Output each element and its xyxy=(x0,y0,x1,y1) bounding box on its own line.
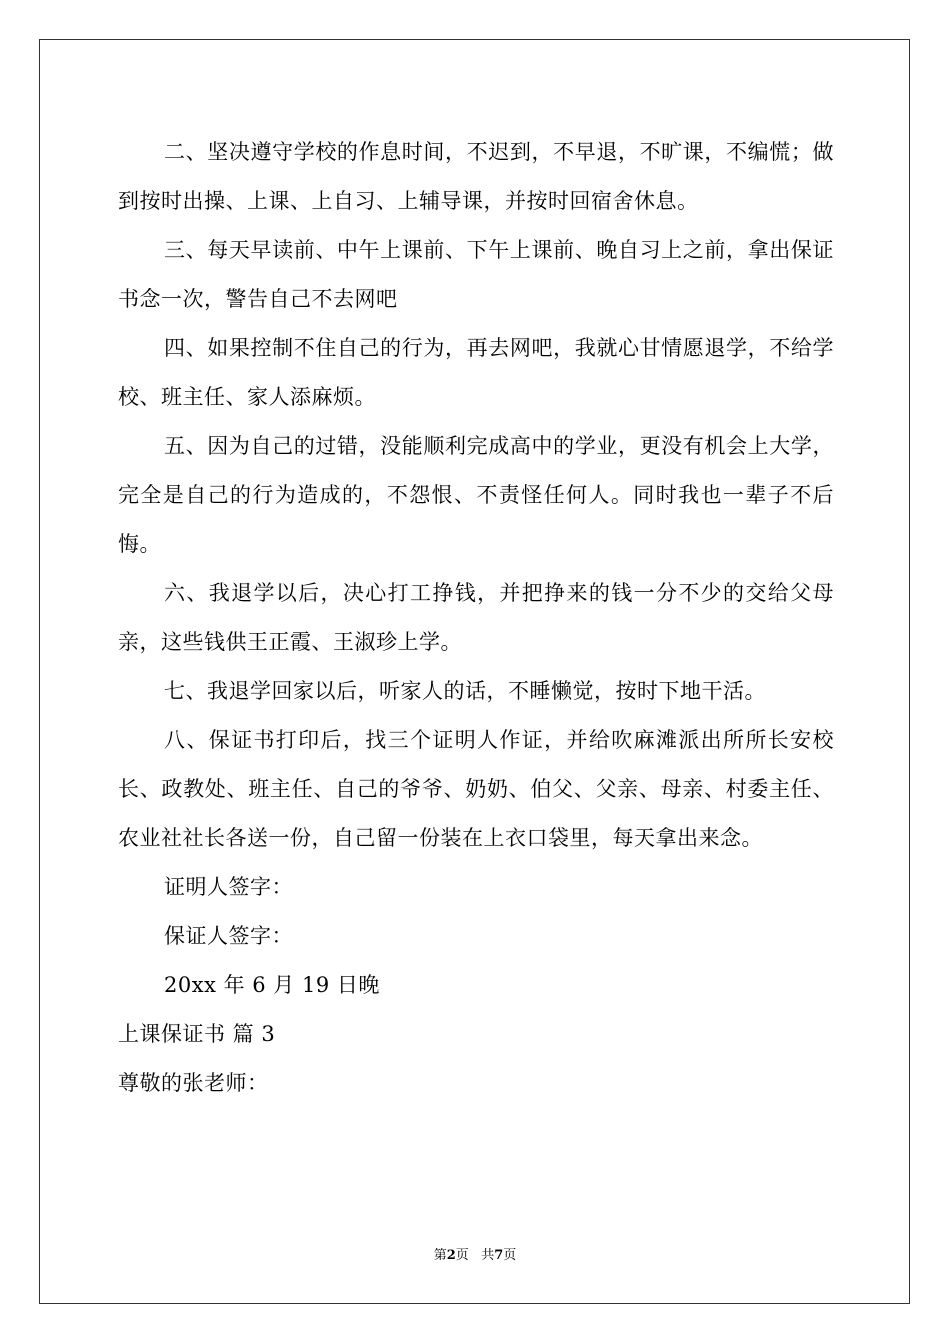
footer-total-number: 7 xyxy=(494,1248,504,1263)
paragraph-rule-4: 四、如果控制不住自己的行为，再去网吧，我就心甘情愿退学，不给学校、班主任、家人添麻烦。 xyxy=(118,336,834,409)
document-body xyxy=(118,128,834,1108)
guarantor-signature-line: 保证人签字： xyxy=(164,924,293,948)
footer-total-suffix: 页 xyxy=(503,1248,517,1263)
section-heading: 上课保证书 篇 3 xyxy=(118,1022,276,1046)
footer-total-prefix: 共 xyxy=(481,1248,495,1263)
paragraph-rule-6: 六、我退学以后，决心打工挣钱，并把挣来的钱一分不少的交给父母亲，这些钱供王正霞、王淑珍上学。 xyxy=(118,581,834,654)
date-line: 20xx 年 6 月 19 日晚 xyxy=(164,973,380,997)
paragraph-rule-3: 三、每天早读前、中午上课前、下午上课前、晚自习上之前，拿出保证书念一次，警告自己不去网吧 xyxy=(118,238,834,311)
footer-page-prefix: 第 xyxy=(433,1248,447,1263)
page-footer xyxy=(0,1247,950,1265)
witness-signature-line: 证明人签字： xyxy=(164,875,293,899)
salutation: 尊敬的张老师： xyxy=(118,1071,269,1095)
paragraph-rule-8: 八、保证书打印后，找三个证明人作证，并给吹麻滩派出所所长安校长、政教处、班主任、自己的爷爷、奶奶、伯父、父亲、母亲、村委主任、农业社社长各送一份，自己留一份装在上衣口袋里，每天拿出来念。 xyxy=(118,728,834,850)
paragraph-rule-2: 二、坚决遵守学校的作息时间，不迟到，不早退，不旷课，不编慌；做到按时出操、上课、上自习、上辅导课，并按时回宿舍休息。 xyxy=(118,140,834,213)
footer-page-number: 2 xyxy=(446,1248,456,1263)
paragraph-rule-7: 七、我退学回家以后，听家人的话，不睡懒觉，按时下地干活。 xyxy=(164,679,766,703)
paragraph-rule-5: 五、因为自己的过错，没能顺利完成高中的学业，更没有机会上大学，完全是自己的行为造成的，不怨恨、不责怪任何人。同时我也一辈子不后悔。 xyxy=(118,434,834,556)
footer-page-suffix: 页 xyxy=(455,1248,469,1263)
